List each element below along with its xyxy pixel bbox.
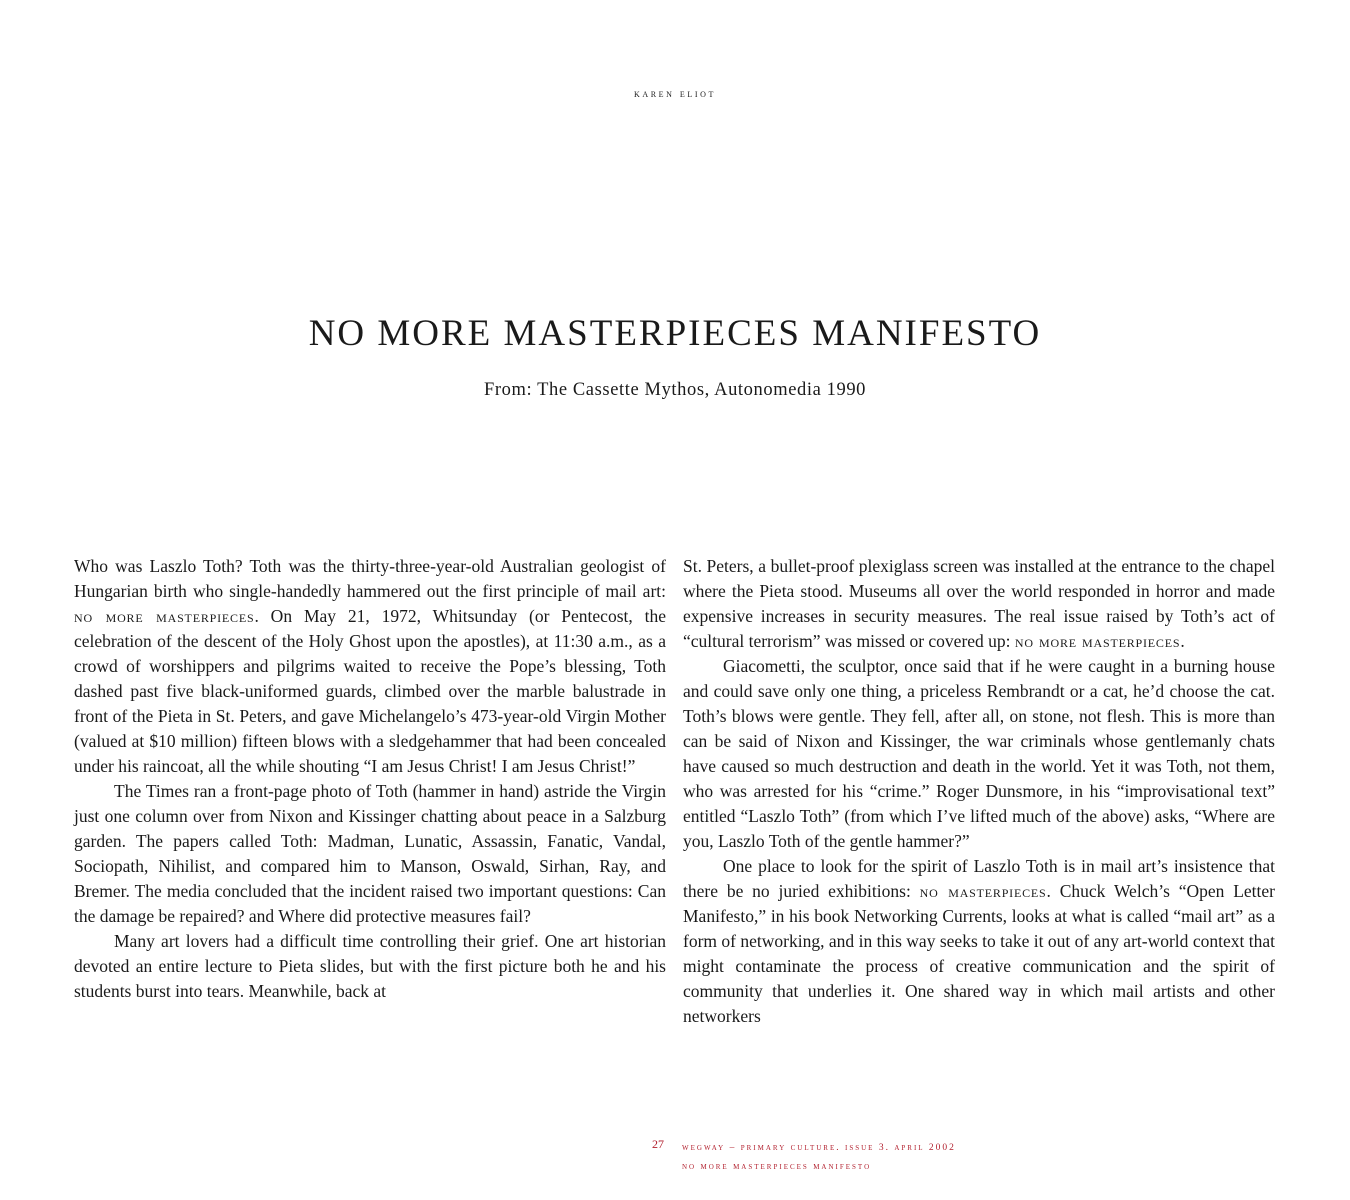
small-caps-phrase: no more masterpieces bbox=[1014, 631, 1181, 651]
footer-running-foot bbox=[682, 1139, 956, 1177]
body-column-left bbox=[74, 554, 666, 1004]
text-run: Who was Laszlo Toth? Toth was the thirty-three-year-old Australian geologist of Hungarian birth who single-handedly hammered out the first principle of mail art: bbox=[74, 556, 666, 601]
paragraph: The Times ran a front-page photo of Toth (hammer in hand) astride the Virgin just one column over from Nixon and Kissinger chatting about peace in a Salzburg garden. The papers called Toth: Madman, Lunatic, Assassin, Fanatic, Vandal, Sociopath, Nihilist, and compared him to Manson, Oswald, Sirhan, Ray, and Bremer. The media concluded that the incident raised two important questions: Can the damage be repaired? and Where did protective measures fail? bbox=[74, 781, 666, 926]
text-run: . On May 21, 1972, Whitsunday (or Pentecost, the celebration of the descent of the Holy Ghost upon the apostles), at 11:30 a.m., as a crowd of worshippers and pilgrims waited to receive the Pope’s blessing, Toth dashed past five black-uniformed guards, climbed over the marble balustrade in front of the Pieta in St. Peters, and gave Michelangelo’s 473-year-old Virgin Mother (valued at $10 million) fifteen blows with a sledgehammer that had been concealed under his raincoat, all the while shouting “I am Jesus Christ! I am Jesus Christ!” bbox=[74, 606, 666, 776]
article-title: NO MORE MASTERPIECES MANIFESTO bbox=[308, 313, 1042, 354]
footer-article-line: no more masterpieces manifesto bbox=[682, 1162, 872, 1172]
text-run: St. Peters, a bullet-proof plexiglass screen was installed at the entrance to the chapel where the Pieta stood. Museums all over the world responded in horror and made expensive increases in security measures. The real issue raised by Toth’s act of “cultural terrorism” was missed or covered up: bbox=[683, 556, 1275, 651]
paragraph bbox=[683, 554, 1275, 654]
article-subtitle: From: The Cassette Mythos, Autonomedia 1990 bbox=[483, 380, 867, 400]
paragraph bbox=[683, 854, 1275, 1029]
page-number: 27 bbox=[652, 1137, 664, 1151]
paragraph: Many art lovers had a difficult time controlling their grief. One art historian devoted an entire lecture to Pieta slides, but with the first picture both he and his students burst into tears. Meanwhile, back at bbox=[74, 931, 666, 1001]
paragraph: Giacometti, the sculptor, once said that if he were caught in a burning house and could save only one thing, a priceless Rembrandt or a cat, he’d choose the cat. Toth’s blows were gentle. They fell, after all, on stone, not flesh. This is more than can be said of Nixon and Kissinger, the war criminals whose gentlemanly chats have caused so much destruction and death in the world. Yet it was Toth, not them, who was arrested for his “crime.” Roger Dunsmore, in his “improvisational text” entitled “Laszlo Toth” (from which I’ve lifted much of the above) asks, “Where are you, Laszlo Toth of the gentle hammer?” bbox=[683, 656, 1275, 851]
running-head-author: karen eliot bbox=[633, 88, 716, 100]
text-run: . Chuck Welch’s “Open Letter Manifesto,” in his book Networking Currents, looks at what is called “mail art” as a form of networking, and in this way seeks to take it out of any art-world context that might contaminate the process of creative communication and the spirit of community that underlies it. One shared way in which mail artists and other networkers bbox=[683, 881, 1276, 1026]
text-run: One place to look for the spirit of Laszlo Toth is in mail art’s insistence that there be no juried exhibitions: bbox=[683, 856, 1275, 901]
small-caps-phrase: no more masterpieces bbox=[74, 606, 255, 626]
paragraph bbox=[74, 554, 666, 779]
small-caps-phrase: no masterpieces bbox=[919, 881, 1047, 901]
footer-publication-line: wegway – primary culture. issue 3. april 2002 bbox=[682, 1143, 956, 1153]
body-column-right bbox=[683, 554, 1275, 1029]
text-run: . bbox=[1180, 631, 1185, 651]
